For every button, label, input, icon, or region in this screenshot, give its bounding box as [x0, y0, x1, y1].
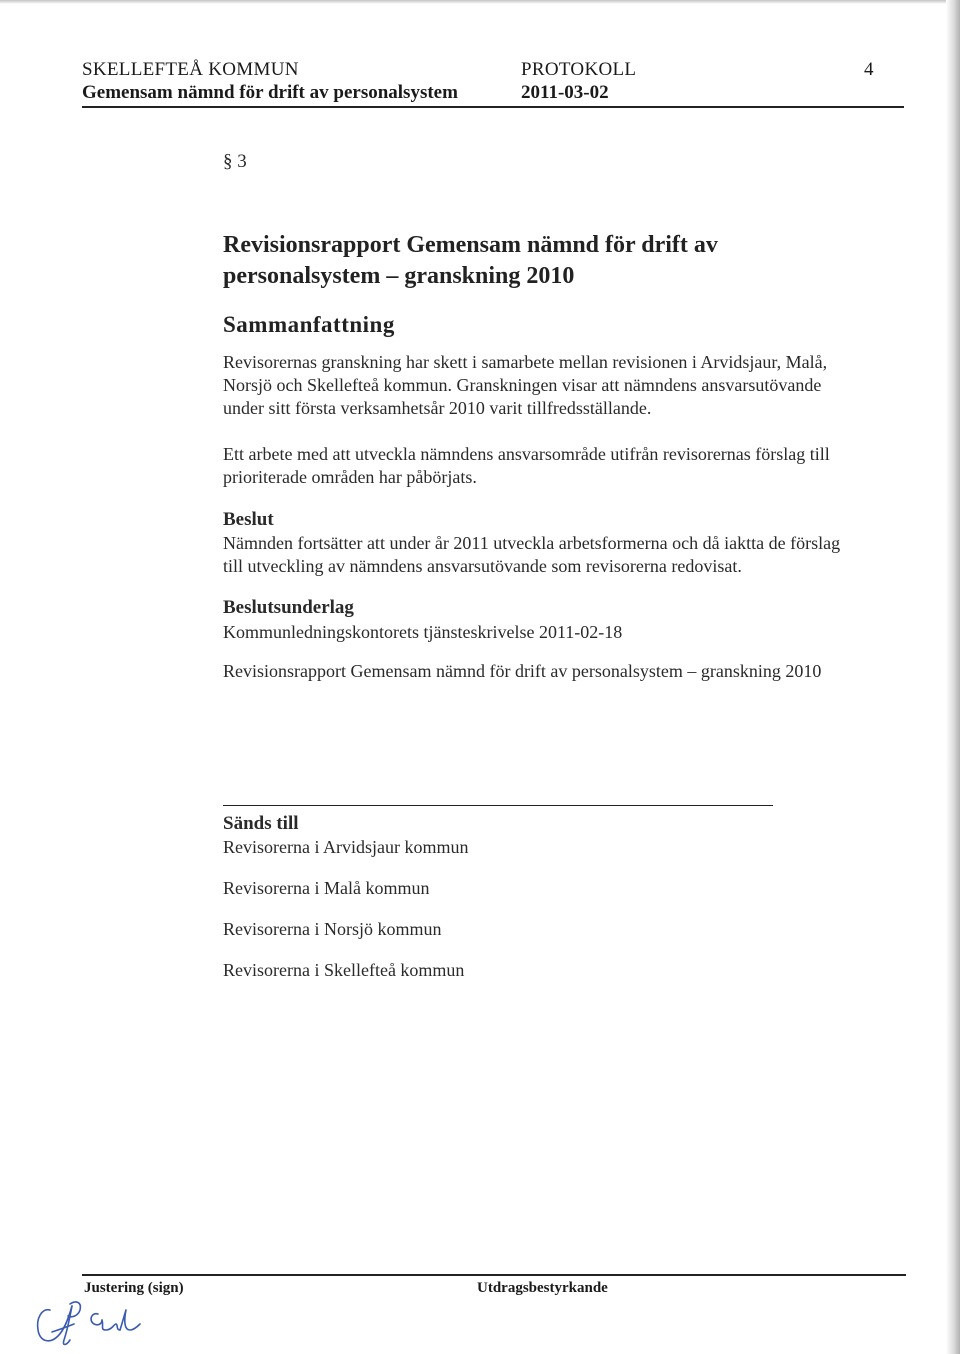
- meeting-date: 2011-03-02: [521, 82, 609, 103]
- decision-heading: Beslut: [223, 509, 274, 530]
- section-title-line-2: personalsystem – granskning 2010: [223, 263, 575, 289]
- recipient-item: Revisorerna i Malå kommun: [223, 878, 430, 898]
- recipient-item: Revisorerna i Arvidsjaur kommun: [223, 837, 469, 857]
- justering-label: Justering (sign): [84, 1280, 184, 1296]
- summary-paragraph-2-line-1: Ett arbete med att utveckla nämndens ansvarsområde utifrån revisorernas förslag till: [223, 444, 830, 464]
- decision-text-line-1: Nämnden fortsätter att under år 2011 utveckla arbetsformerna och då iaktta de förslag: [223, 533, 841, 553]
- header-rule: [82, 106, 904, 108]
- handwritten-initials-signature: [28, 1290, 168, 1350]
- distribution-heading: Sänds till: [223, 813, 299, 834]
- summary-paragraph-1: [223, 351, 903, 420]
- decision-text: [223, 532, 903, 578]
- basis-item-1: Kommunledningskontorets tjänsteskrivelse 2011-02-18: [223, 622, 623, 642]
- summary-paragraph-2-line-2: prioriterade områden har påbörjats.: [223, 467, 477, 487]
- page-number: 4: [864, 59, 874, 80]
- recipient-item: Revisorerna i Norsjö kommun: [223, 919, 442, 939]
- utdrag-label: Utdragsbestyrkande: [477, 1280, 608, 1296]
- document-type: PROTOKOLL: [521, 59, 637, 80]
- section-title-line-1: Revisionsrapport Gemensam nämnd för drift av: [223, 232, 718, 258]
- distribution-rule: [223, 805, 773, 806]
- summary-paragraph-1-line-3: under sitt första verksamhetsår 2010 varit tillfredsställande.: [223, 398, 652, 418]
- scan-right-edge: [946, 0, 960, 1354]
- paragraph-number: § 3: [223, 151, 247, 172]
- scan-top-edge: [0, 0, 960, 4]
- organization-name: SKELLEFTEÅ KOMMUN: [82, 59, 299, 80]
- decision-text-line-2: till utveckling av nämndens ansvarsutövande som revisorerna redovisat.: [223, 556, 742, 576]
- footer-rule: [82, 1274, 906, 1276]
- summary-heading: Sammanfattning: [223, 312, 395, 337]
- summary-paragraph-2: [223, 443, 903, 489]
- committee-name: Gemensam nämnd för drift av personalsystem: [82, 82, 458, 103]
- basis-heading: Beslutsunderlag: [223, 597, 354, 618]
- recipient-item: Revisorerna i Skellefteå kommun: [223, 960, 465, 980]
- basis-item-2: Revisionsrapport Gemensam nämnd för drift av personalsystem – granskning 2010: [223, 661, 822, 681]
- summary-paragraph-1-line-1: Revisorernas granskning har skett i samarbete mellan revisionen i Arvidsjaur, Malå,: [223, 352, 828, 372]
- summary-paragraph-1-line-2: Norsjö och Skellefteå kommun. Granskningen visar att nämndens ansvarsutövande: [223, 375, 822, 395]
